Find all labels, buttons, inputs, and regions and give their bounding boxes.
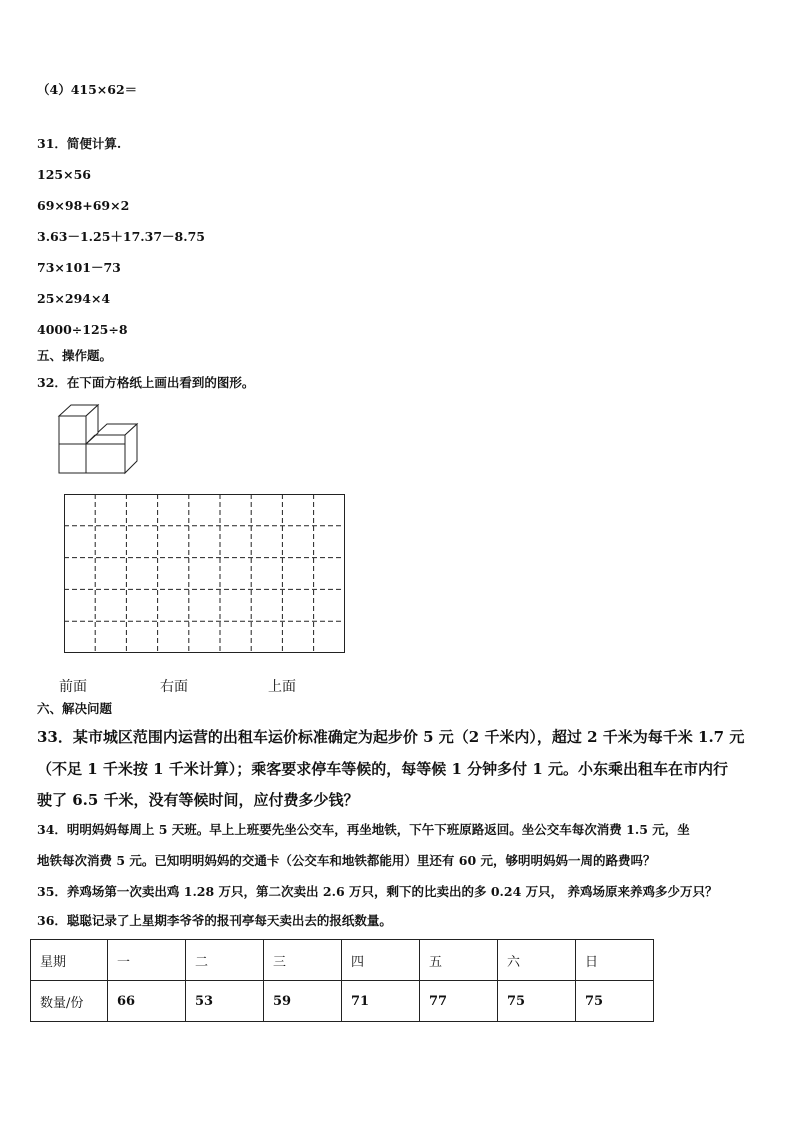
q31-title: 31．简便计算. <box>37 136 122 151</box>
value-cell: 77 <box>420 981 498 1022</box>
value-cell: 75 <box>576 981 654 1022</box>
table-row-label: 数量/份 <box>31 981 108 1022</box>
q32-text: 32．在下面方格纸上画出看到的图形。 <box>37 375 255 390</box>
q31-item: 25×294×4 <box>37 291 111 306</box>
day-cell: 二 <box>186 940 264 981</box>
day-cell: 四 <box>342 940 420 981</box>
newspaper-sales-table <box>30 939 654 1022</box>
q33-line: 33．某市城区范围内运营的出租车运价标准确定为起步价 5 元（2 千米内），超过 2 千米为每千米 1.7 元 <box>37 728 745 746</box>
day-cell: 日 <box>576 940 654 981</box>
q31-item: 73×101－73 <box>37 260 121 275</box>
view-label-front: 前面 <box>59 679 87 695</box>
view-label-right: 右面 <box>160 679 188 695</box>
value-cell: 59 <box>264 981 342 1022</box>
q33-line: 驶了 6.5 千米，没有等候时间，应付费多少钱？ <box>37 791 359 809</box>
day-cell: 六 <box>498 940 576 981</box>
section-5-heading: 五、操作题。 <box>37 348 113 363</box>
value-cell: 75 <box>498 981 576 1022</box>
view-label-top: 上面 <box>268 679 296 695</box>
day-cell: 五 <box>420 940 498 981</box>
q30-part4: （4）415×62＝ <box>37 82 138 97</box>
table-row <box>31 940 654 981</box>
q36-text: 36．聪聪记录了上星期李爷爷的报刊亭每天卖出去的报纸数量。 <box>37 913 392 928</box>
square-grid-paper[interactable] <box>64 494 346 654</box>
table-header-cell: 星期 <box>31 940 108 981</box>
day-cell: 一 <box>108 940 186 981</box>
q35-text: 35．养鸡场第一次卖出鸡 1.28 万只，第二次卖出 2.6 万只，剩下的比卖出的多 0.24 万只， 养鸡场原来养鸡多少万只？ <box>37 884 718 899</box>
q31-item: 3.63－1.25＋17.37－8.75 <box>37 229 205 244</box>
value-cell: 53 <box>186 981 264 1022</box>
q31-item: 69×98+69×2 <box>37 198 130 213</box>
value-cell: 66 <box>108 981 186 1022</box>
section-6-heading: 六、解决问题 <box>37 701 113 716</box>
q31-item: 4000÷125÷8 <box>37 322 128 337</box>
day-cell: 三 <box>264 940 342 981</box>
q31-item: 125×56 <box>37 167 91 182</box>
q33-line: （不足 1 千米按 1 千米计算）；乘客要求停车等候的，每等候 1 分钟多付 1 元。小东乘出租车在市内行 <box>37 760 729 778</box>
q34-line: 34．明明妈妈每周上 5 天班。早上上班要先坐公交车，再坐地铁，下午下班原路返回。坐公交车每次消费 1.5 元，坐 <box>37 822 690 837</box>
cube-figure <box>55 375 145 477</box>
value-cell: 71 <box>342 981 420 1022</box>
q34-line: 地铁每次消费 5 元。已知明明妈妈的交通卡（公交车和地铁都能用）里还有 60 元，够明明妈妈一周的路费吗？ <box>37 853 656 868</box>
table-row <box>31 981 654 1022</box>
